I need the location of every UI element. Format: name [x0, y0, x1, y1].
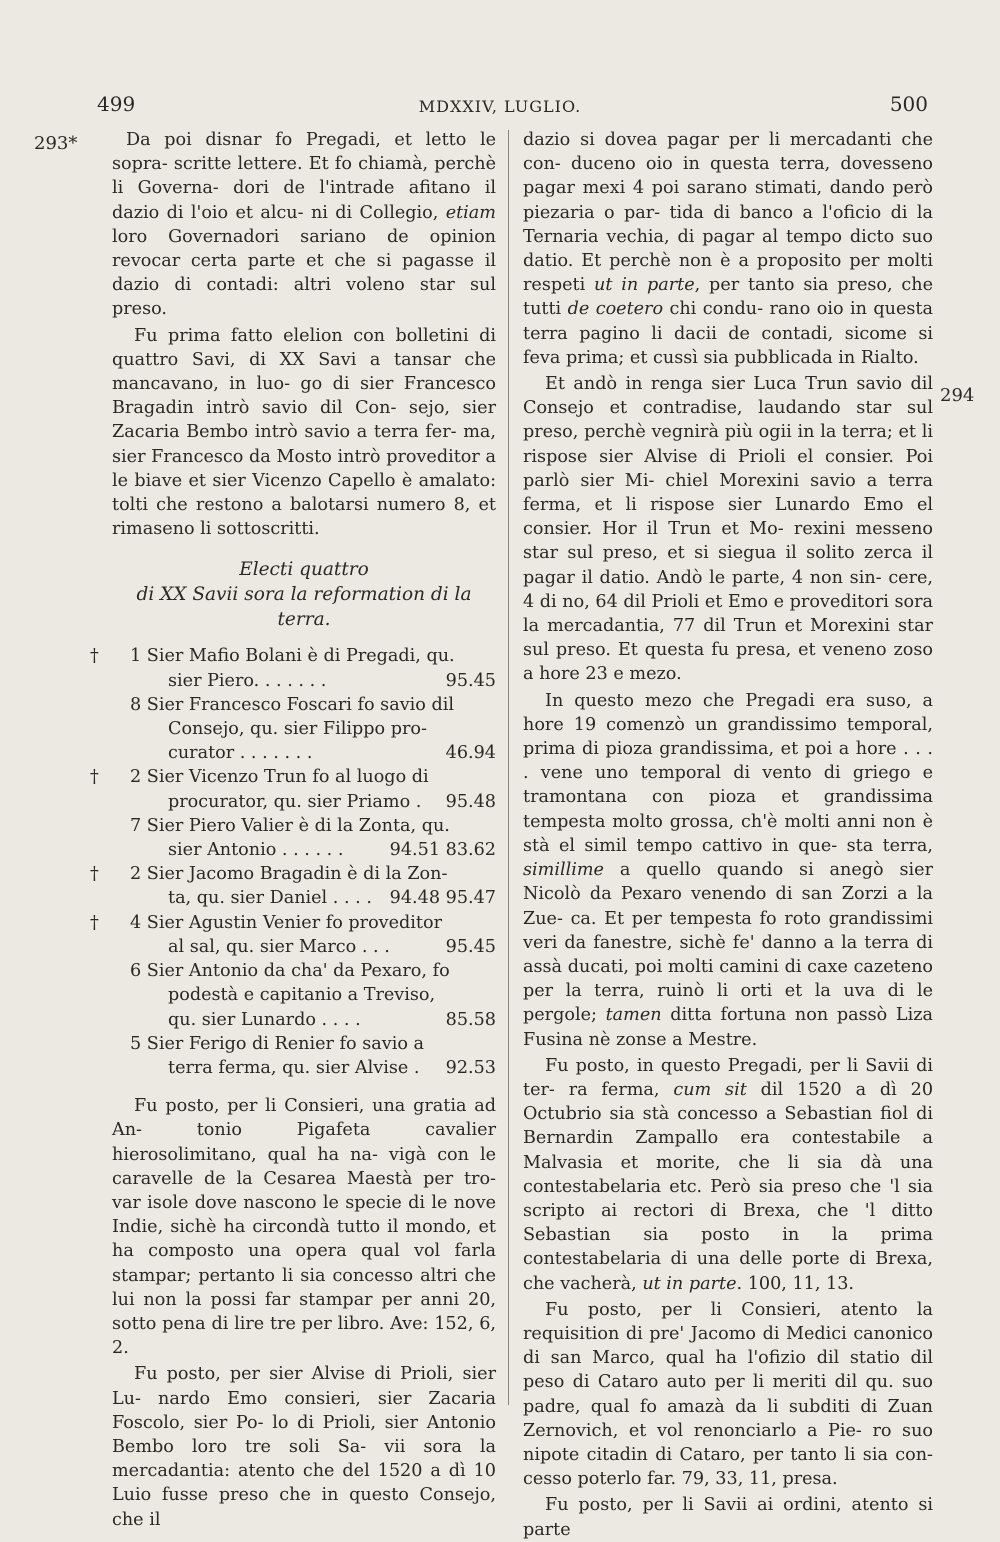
text-line: nardo Emo consieri, sier Zacaria Foscolo, sier Po- — [112, 1388, 496, 1433]
entry-name-line: 2 Sier Jacomo Bragadin è di la Zon- — [130, 864, 448, 885]
text-line: tanto sia preso, che tutti — [523, 275, 933, 320]
text-line: 10 Luio fusse preso che in questo Consejo, che il — [112, 1461, 496, 1530]
text-line: sier Alvise di Prioli el consier. Poi parlò sier Mi- — [523, 446, 934, 491]
text-line: Fu posto, per li Consieri, atento la requisition — [523, 1299, 933, 1344]
text-line: contestabile a Malvasia et morite, che li sia dà una — [523, 1128, 934, 1173]
text-line: ma, sier Francesco da Mosto intrò proveditor a — [112, 422, 497, 467]
text-line: 19 comenzò un grandissimo temporal, prima di — [523, 714, 933, 760]
text-line: Fu posto, per li Savii ai ordini, atento si parte — [523, 1495, 933, 1540]
text-line: tonio Pigafeta cavalier hierosolimitano, qual ha na- — [112, 1120, 496, 1165]
text-line: tida di banco a l'oficio di la Ternaria vechia, di — [523, 202, 933, 247]
text-line: sicome si feva prima; et cussì sia pubblicada in — [523, 323, 933, 368]
text-line: a quello quando si anegò sier — [603, 860, 933, 881]
text-line: rano oio in questa terra pagino li dacii de contadi, — [523, 299, 933, 344]
vote-values: 94.48 95.47 — [389, 888, 496, 909]
italic-text: cum sit — [673, 1079, 747, 1100]
election-list — [90, 644, 496, 1080]
entry-continuation-line: Consejo, qu. sier Filippo pro- — [168, 719, 427, 740]
entry-name-line: 1 Sier Mafio Bolani è di Pregadi, qu. — [130, 646, 455, 667]
paragraph — [523, 1298, 933, 1492]
text-line: pioza et grandissima tempesta molto grossa, ch'è — [523, 787, 933, 832]
dagger-mark: † — [90, 864, 99, 885]
paragraph — [523, 128, 933, 370]
entry-text: sier Piero. . . . . . . — [168, 670, 327, 691]
paragraph — [112, 1094, 496, 1360]
text-line: di pre' Jacomo di Medici canonico di san Marco, — [523, 1323, 933, 1369]
text-line: che restono a balotarsi numero 8, et rimaseno li — [112, 495, 497, 540]
text-line: Da poi disnar fo Pregadi, et letto le sopra- — [112, 130, 496, 175]
text-line: dil 1520 a dì 20 Octubrio sia stà — [523, 1079, 934, 1125]
text-line: ra ferma, — [568, 1079, 674, 1100]
list-item — [90, 911, 496, 959]
text-line: Rialto. — [860, 347, 919, 368]
text-line: lo di Prioli, sier Antonio Bembo loro tre soli Sa- — [112, 1412, 496, 1457]
text-line: Consejo et contradise, laudando star sul preso, — [523, 398, 933, 443]
text-line: chi condu- — [663, 299, 764, 320]
vote-values: 95.48 — [445, 791, 496, 812]
entry-votes-line — [130, 1008, 496, 1032]
text-line: Fu posto, per li Consieri, una gratia ad An- — [112, 1096, 496, 1141]
list-item — [112, 693, 496, 766]
paragraph — [523, 689, 933, 1052]
text-line: per li meriti dil qu. suo padre, qual fo amazà da li — [523, 1372, 933, 1417]
entry-text: curator . . . . . . . — [168, 743, 313, 764]
text-line: sier Lunardo Emo el consier. Hor il Trun et Mo- — [523, 495, 933, 540]
text-line: duceno oio in questa terra, dovesseno pagar mexi — [523, 154, 934, 199]
text-line: 4 poi sarano stimati, dando però piezaria o par- — [523, 178, 933, 223]
text-line: Et andò in renga sier Luca Trun savio dil — [545, 374, 933, 395]
text-line: è a proposito per molti respeti — [523, 251, 933, 296]
paragraph — [112, 128, 496, 322]
text-line: una opera qual vol farla stampar; pertanto li sia — [112, 1241, 496, 1286]
left-margin-number: 293* — [34, 133, 78, 154]
right-column — [523, 128, 933, 1542]
text-line: ro suo nipote citadin di Cataro, per tanto li sia con- — [523, 1420, 934, 1465]
text-line: ai rectori di Brexa, che 'l ditto Sebastian sia posto — [523, 1200, 934, 1246]
entry-votes-line — [130, 1056, 496, 1080]
text-line: molti anni non è stà el simil tempo cattivo in que- — [523, 811, 933, 856]
text-line: ni di Collegio, — [310, 202, 446, 223]
text-line: zerca il pagar il datio. Andò le parte, 4 non sin- — [523, 543, 933, 588]
text-line: Fu posto, per sier Alvise di Prioli, sier Lu- — [112, 1364, 496, 1409]
text-line: dazio di contadi: altri voleno star sul preso. — [112, 275, 496, 320]
text-line: chiel Morexini savio a terra ferma, et li rispose — [523, 470, 933, 516]
entry-name-line: 7 Sier Piero Valier è di la Zonta, qu. — [130, 815, 450, 836]
dagger-mark: † — [90, 767, 99, 788]
entry-text: ta, qu. sier Daniel . . . . — [168, 888, 372, 909]
vote-values: 85.58 — [445, 1009, 496, 1030]
text-line: 152, 6, 2. — [112, 1313, 496, 1359]
text-line: rexini messeno star sul preso, et si siegua il solito — [523, 519, 933, 564]
text-line: perchè vegnirà più ogii in la terra; et li rispose — [523, 422, 933, 467]
text-line: temporal di vento di griego e tramontana con — [523, 763, 933, 808]
text-line: dori de l'intrade afitano il dazio di l'oio et alcu- — [112, 178, 496, 223]
text-line: loro Governadori sariano de — [112, 226, 409, 247]
text-line: Fu prima fatto elelion con bolletini di quattro — [112, 325, 496, 370]
italic-text: etiam — [445, 202, 496, 223]
running-title: MDXXIV, LUGLIO. — [418, 97, 582, 116]
entry-name-line: 5 Sier Ferigo di Renier fo savio a — [130, 1033, 424, 1054]
right-page-number: 500 — [889, 92, 928, 116]
entry-votes-line — [130, 790, 496, 814]
section-title — [112, 557, 496, 632]
text-line: qual ha l'ofizio dil statio dil peso di Cataro auto — [523, 1348, 933, 1393]
text-line: sora la mercadantia, 77 dil Trun et Morexini star — [523, 591, 933, 637]
italic-text: ut in parte — [594, 275, 695, 296]
paragraph — [523, 1493, 933, 1541]
text-line: contestabelaria etc. Però sia preso che 'l sia scripto — [523, 1176, 933, 1221]
entry-continuation-line: podestà e capitanio a Treviso, — [168, 985, 436, 1006]
paragraph — [523, 372, 933, 687]
text-line: sejo, sier Zacaria Bembo intrò savio a terra fer- — [112, 398, 496, 443]
vote-values: 94.51 83.62 — [389, 840, 496, 861]
text-line: ditta — [661, 1005, 712, 1026]
left-page-number: 499 — [97, 92, 136, 116]
dagger-mark: † — [90, 912, 99, 933]
text-line: . 100, 11, 13. — [736, 1273, 855, 1294]
text-line: pioza grandissima, et poi a hore . . . . vene uno — [523, 739, 933, 784]
text-line: fanestre, sichè fe' danno a la terra di assà ducati, — [523, 932, 934, 977]
text-line: fortuna non passò Liza Fusina nè zonse a Mestre. — [523, 1005, 933, 1050]
entry-votes-line — [130, 741, 496, 765]
entry-text: terra ferma, qu. sier Alvise . — [168, 1057, 420, 1078]
text-line: Savi, di XX Savi a tansar che mancavano, in luo- — [112, 349, 496, 395]
entry-text: sier Antonio . . . . . . — [168, 840, 344, 861]
section-title-line: Electi quattro — [239, 559, 369, 581]
text-line: sichè ha circondà tutto il mondo, et ha composto — [112, 1217, 496, 1262]
text-line: le biave et sier Vicenzo Capello è amalato: tolti — [112, 470, 496, 516]
entry-name-line: 4 Sier Agustin Venier fo proveditor — [130, 912, 442, 933]
text-line: opinion revocar certa parte et che si pagasse il — [112, 226, 497, 272]
text-line: In questo mezo che Pregadi era suso, a hore — [523, 690, 933, 735]
section-title-line: di XX Savii sora la reformation di la terra. — [136, 584, 472, 631]
list-item — [112, 1032, 496, 1080]
paragraph — [523, 1054, 933, 1296]
text-line: concesso altri che lui non la possi far stampar — [112, 1265, 496, 1310]
text-line: in la prima contestabelaria di una delle porte di — [523, 1225, 934, 1270]
italic-text: ut in parte — [642, 1273, 737, 1294]
text-line: subditi di Zuan Zernovich, et vol renonciarlo a Pie- — [523, 1396, 933, 1441]
vote-values: 46.94 — [445, 743, 496, 764]
text-line: ruinò li orti et la uva di le pergole; — [523, 981, 933, 1026]
text-line: scritte lettere. Et fo chiamà, perchè li Governa- — [112, 154, 496, 199]
list-item — [90, 862, 496, 910]
text-line: cesso poterlo far. 79, 33, 11, presa. — [523, 1469, 838, 1490]
paragraph — [112, 324, 496, 542]
text-line: , per — [694, 275, 740, 296]
vote-values: 95.45 — [445, 936, 496, 957]
text-line: cere, 4 di no, 64 dil Prioli et Emo e proveditori — [523, 567, 934, 612]
italic-text: de coetero — [567, 299, 664, 320]
list-item — [90, 765, 496, 813]
right-margin-number: 294 — [940, 385, 975, 406]
text-line: sta terra, — [846, 835, 933, 856]
text-line: sottoscritti. — [217, 519, 320, 540]
entry-votes-line — [130, 838, 496, 862]
entry-text: procurator, qu. sier Priamo . — [168, 791, 422, 812]
vote-values: 92.53 — [445, 1057, 496, 1078]
text-line: var isole dove nascono le specie di le nove Indie, — [112, 1192, 496, 1238]
entry-text: qu. sier Lunardo . . . . — [168, 1009, 361, 1030]
entry-name-line: 6 Sier Antonio da cha' da Pexaro, fo — [130, 961, 450, 982]
text-line: per anni 20, sotto pena di lire tre per libro. Ave: — [112, 1289, 496, 1334]
text-line: Brexa, che vacherà, — [523, 1249, 933, 1294]
list-item — [90, 644, 496, 692]
vote-values: 95.45 — [445, 670, 496, 691]
list-item — [112, 814, 496, 862]
text-line: concesso a Sebastian fiol di Bernardin Zampallo era — [523, 1104, 933, 1149]
entry-votes-line — [130, 669, 496, 693]
text-line: go di sier Francesco Bragadin intrò savio dil Con- — [112, 374, 496, 419]
dagger-mark: † — [90, 646, 99, 667]
text-line: vigà con le caravelle de la Cesarea Maestà per tro- — [112, 1144, 496, 1189]
italic-text: tamen — [605, 1005, 662, 1026]
entry-votes-line — [130, 935, 496, 959]
text-line: hore 23 e mezo. — [539, 664, 682, 685]
text-line: ca. Et per tempesta fo roto grandissimi veri da — [523, 908, 934, 953]
entry-name-line: 8 Sier Francesco Foscari fo savio dil — [130, 694, 454, 715]
text-line: poi molti camini di caxe cazeteno per la terra, — [523, 956, 934, 1002]
text-line: Fu posto, in questo Pregadi, per li Savii di ter- — [523, 1055, 933, 1100]
text-line: Nicolò da Pexaro venendo di san Zorzi a la Zue- — [523, 884, 933, 929]
entry-votes-line — [130, 886, 496, 910]
text-line: dazio si dovea pagar per li mercadanti che con- — [523, 130, 933, 175]
text-line: pagar al tempo dicto suo datio. Et perchè non — [523, 226, 934, 272]
entry-text: al sal, qu. sier Marco . . . — [168, 936, 390, 957]
list-item — [112, 959, 496, 1032]
entry-name-line: 2 Sier Vicenzo Trun fo al luogo di — [130, 767, 429, 788]
italic-text: simillime — [523, 860, 604, 881]
paragraph — [112, 1362, 496, 1531]
column-divider — [508, 130, 509, 1405]
text-line: vii sora la mercadantia: atento che del 1520 a dì — [112, 1436, 497, 1482]
left-column — [90, 128, 497, 1532]
text-line: sul preso. Et questa fu presa, et veneno zoso a — [523, 640, 933, 685]
